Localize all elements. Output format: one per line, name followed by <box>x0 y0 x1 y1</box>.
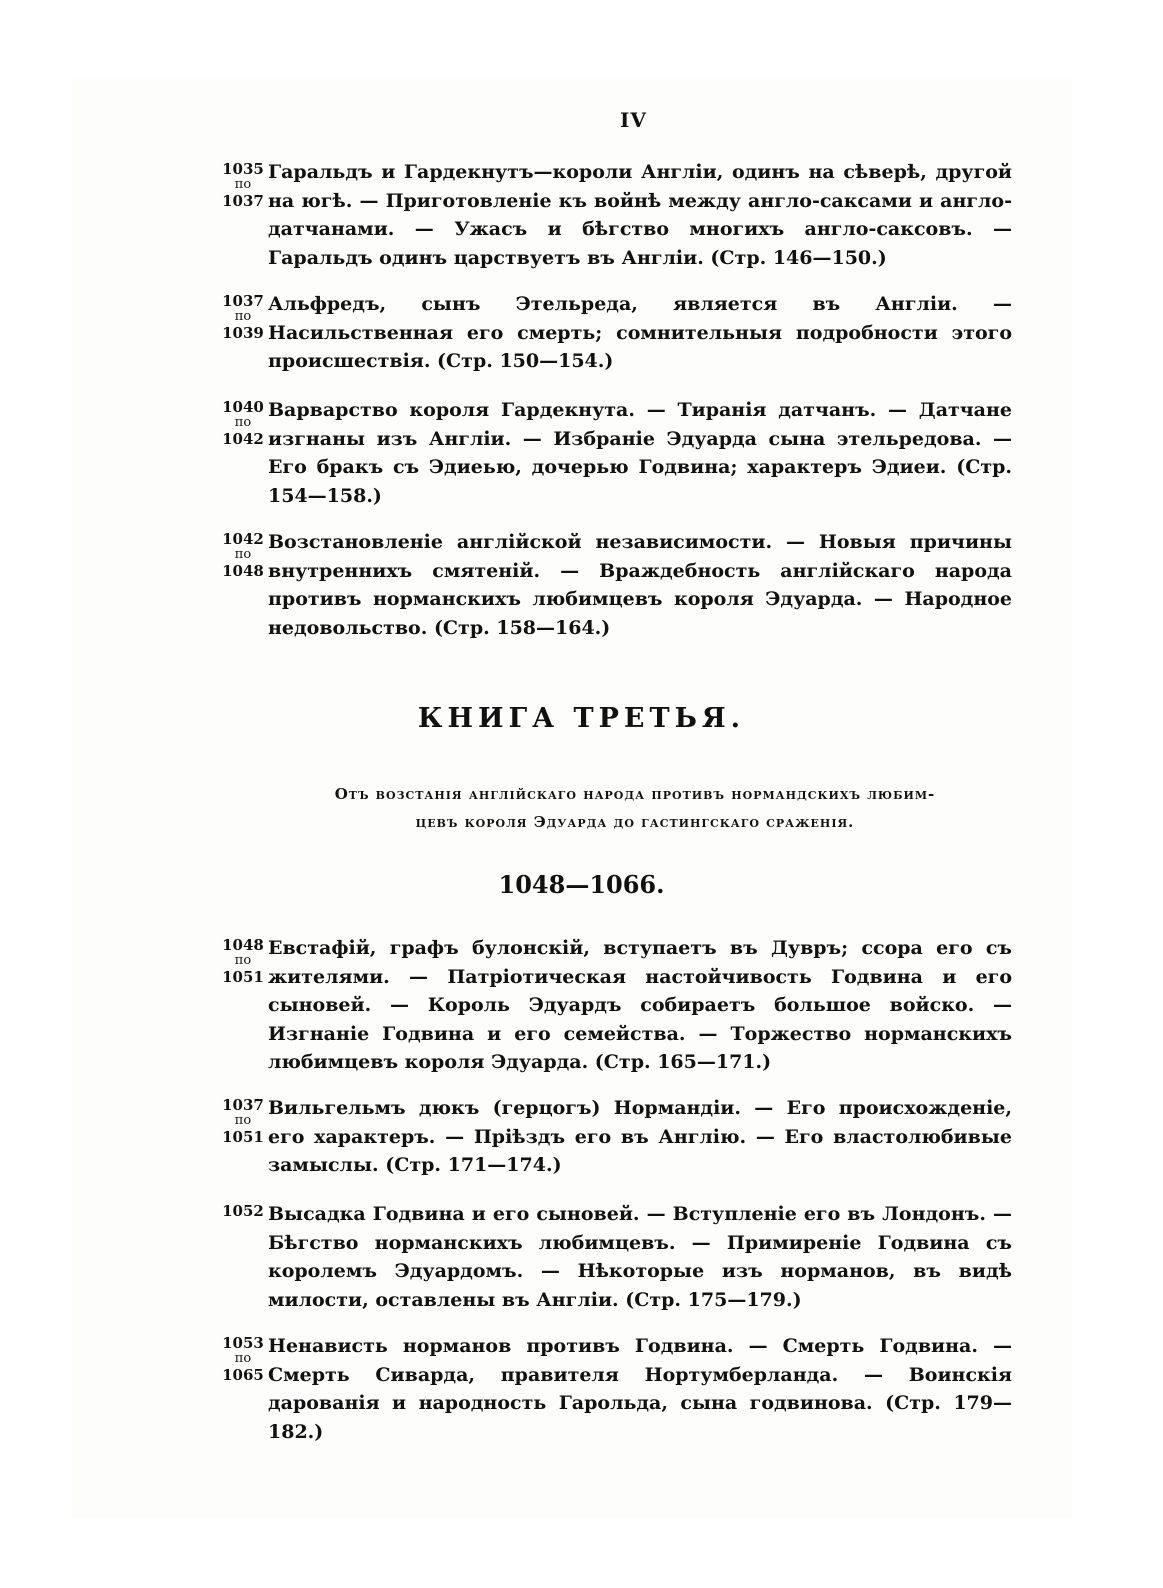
year-from: 1042 <box>222 530 264 548</box>
year-to: 1051 <box>222 1128 264 1146</box>
book-year-range: 1048—1066. <box>498 870 665 899</box>
year-separator: по <box>234 309 252 324</box>
year-separator: по <box>234 1351 252 1366</box>
entry-text: Альфредъ, сынъ Этельреда, является въ Англіи. — Насильственная его смерть; сомнительныя подробности этого происшествія. (Стр. 150—154.) <box>268 293 1012 373</box>
year-from: 1052 <box>222 1202 264 1220</box>
toc-entry <box>222 1200 1012 1314</box>
book-title: КНИГА ТРЕТЬЯ. <box>417 703 746 734</box>
year-separator: по <box>234 547 252 562</box>
year-to: 1037 <box>222 192 264 210</box>
entry-text: Вильгельмъ дюкъ (герцогъ) Нормандіи. — Его происхожденіе, его характеръ. — Пріѣздъ его въ Англію. — Его властолюбивые замыслы. (Стр. 171—174.) <box>268 1097 1012 1177</box>
year-from: 1037 <box>222 1096 264 1114</box>
entry-text: Возстановленіе англійской независимости. — Новыя причины внутреннихъ смятеній. — Враждебность англійскаго народа противъ норманскихъ любимцевъ короля Эдуарда. — Народное недовольство. (Стр. 158—164.) <box>268 531 1012 639</box>
book-subtitle-line: цевъ короля Эдуарда до гастингскаго сраженія. <box>415 813 855 831</box>
year-to: 1048 <box>222 562 264 580</box>
entry-text: Ненависть норманов противъ Годвина. — Смерть Годвина. — Смерть Сиварда, правителя Нортумберланда. — Воинскія дарованія и народность Гарольда, сына годвинова. (Стр. 179—182.) <box>268 1335 1012 1443</box>
toc-entry <box>222 1332 1012 1446</box>
year-to: 1039 <box>222 324 264 342</box>
toc-entry <box>222 290 1012 376</box>
year-separator: по <box>234 177 252 192</box>
entry-text: Варварство короля Гардекнута. — Тиранія датчанъ. — Датчане изгнаны изъ Англіи. — Избраніе Эдуарда сына этельредова. — Его бракъ съ Эдиеью, дочерью Годвина; характеръ Эдиеи. (Стр. 154—158.) <box>268 399 1012 507</box>
year-separator: по <box>234 953 252 968</box>
page-number: IV <box>620 108 647 132</box>
entry-text: Евстафій, графъ булонскій, вступаетъ въ Дувръ; ссора его съ жителями. — Патріотическая настойчивость Годвина и его сыновей. — Король Эдуардъ собираетъ большое войско. — Изгнаніе Годвина и его семейства. — Торжество норманскихъ любимцевъ короля Эдуарда. (Стр. 165—171.) <box>268 937 1012 1074</box>
year-separator: по <box>234 415 252 430</box>
year-from: 1053 <box>222 1334 264 1352</box>
year-separator: по <box>234 1113 252 1128</box>
year-from: 1048 <box>222 936 264 954</box>
year-to: 1042 <box>222 430 264 448</box>
toc-entry <box>222 396 1012 510</box>
year-from: 1035 <box>222 160 264 178</box>
toc-entry <box>222 1094 1012 1180</box>
year-to: 1065 <box>222 1366 264 1384</box>
book-subtitle-line: Отъ возстанія англійскаго народа противъ нормандскихъ любим- <box>334 785 936 803</box>
toc-entry <box>222 934 1012 1077</box>
entry-text: Высадка Годвина и его сыновей. — Вступленіе его въ Лондонъ. — Бѣгство норманскихъ любимцевъ. — Примиреніе Годвина съ королемъ Эдуардомъ. — Нѣкоторые изъ норманов, въ видѣ милости, оставлены въ Англіи. (Стр. 175—179.) <box>268 1203 1012 1311</box>
entry-text: Гаральдъ и Гардекнутъ—короли Англіи, одинъ на сѣверѣ, другой на югѣ. — Приготовленіе къ войнѣ между англо-саксами и англо-датчанами. — Ужасъ и бѣгство многихъ англо-саксовъ. — Гаральдъ одинъ царствуетъ въ Англіи. (Стр. 146—150.) <box>268 161 1012 269</box>
year-from: 1037 <box>222 292 264 310</box>
toc-entry <box>222 158 1012 272</box>
year-to: 1051 <box>222 968 264 986</box>
year-from: 1040 <box>222 398 264 416</box>
book-subtitle <box>285 780 985 836</box>
toc-entry <box>222 528 1012 642</box>
